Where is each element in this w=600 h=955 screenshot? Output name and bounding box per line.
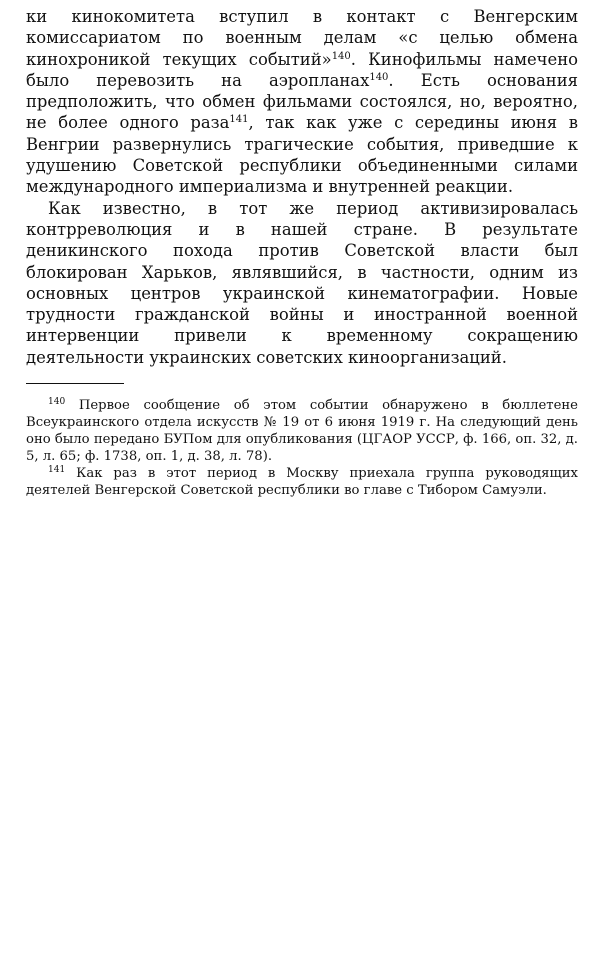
body-paragraph-1: [26, 6, 578, 198]
body-paragraph-2: Как известно, в тот же период активизировалась контрреволюция и в нашей стране. В результате деникинского похода против Советской власти был блокирован Харьков, являвшийся, в частности, одним из основных центров украинской кинематографии. Новые трудности гражданской войны и иностранной военной интервенции привели к временному сокращению деятельности украинских советских киноорганизаций.: [26, 198, 578, 367]
footnote-text: Первое сообщение об этом событии обнаружено в бюллетене Всеукраинского отдела искусств № 19 от 6 июня 1919 г. На следующий день оно было передано БУПом для опубликования (ЦГАОР УССР, ф. 166, оп. 32, д. 5, л. 65; ф. 1738, оп. 1, д. 38, л. 78).: [26, 398, 578, 465]
footnote-ref-140: 140: [331, 50, 351, 62]
book-page: [26, 6, 578, 499]
footnote-141: [26, 465, 578, 499]
footnote-number: 140: [48, 397, 66, 408]
paragraph-1-text-b: . Кинофильмы намечено было перевозить на аэропланах: [26, 49, 579, 90]
footnote-number: 141: [48, 465, 66, 476]
footnote-140: [26, 397, 578, 465]
paragraph-1-text-c: . Есть основания предположить, что обмен фильмами состоялся, но, вероятно, не более одного раза: [26, 70, 578, 133]
footnote-text: Как раз в этот период в Москву приехала группа руководящих деятелей Венгерской Советской республики во главе с Тибором Самуэли.: [26, 466, 578, 499]
footnote-ref-141: 141: [229, 114, 249, 126]
paragraph-1-text-a: ки кинокомитета вступил в контакт с Венгерским комиссариатом по военным делам «с целью обмена кинохроникой текущих событий»: [26, 7, 578, 69]
paragraph-1-text-d: , так как уже с середины июня в Венгрии развернулись трагические события, приведшие к удушению Советской республики объединенными силами международного империализма и внутренней реакции.: [26, 113, 578, 197]
footnote-ref-140-second: 140: [369, 71, 389, 83]
footnote-separator: [26, 383, 124, 384]
